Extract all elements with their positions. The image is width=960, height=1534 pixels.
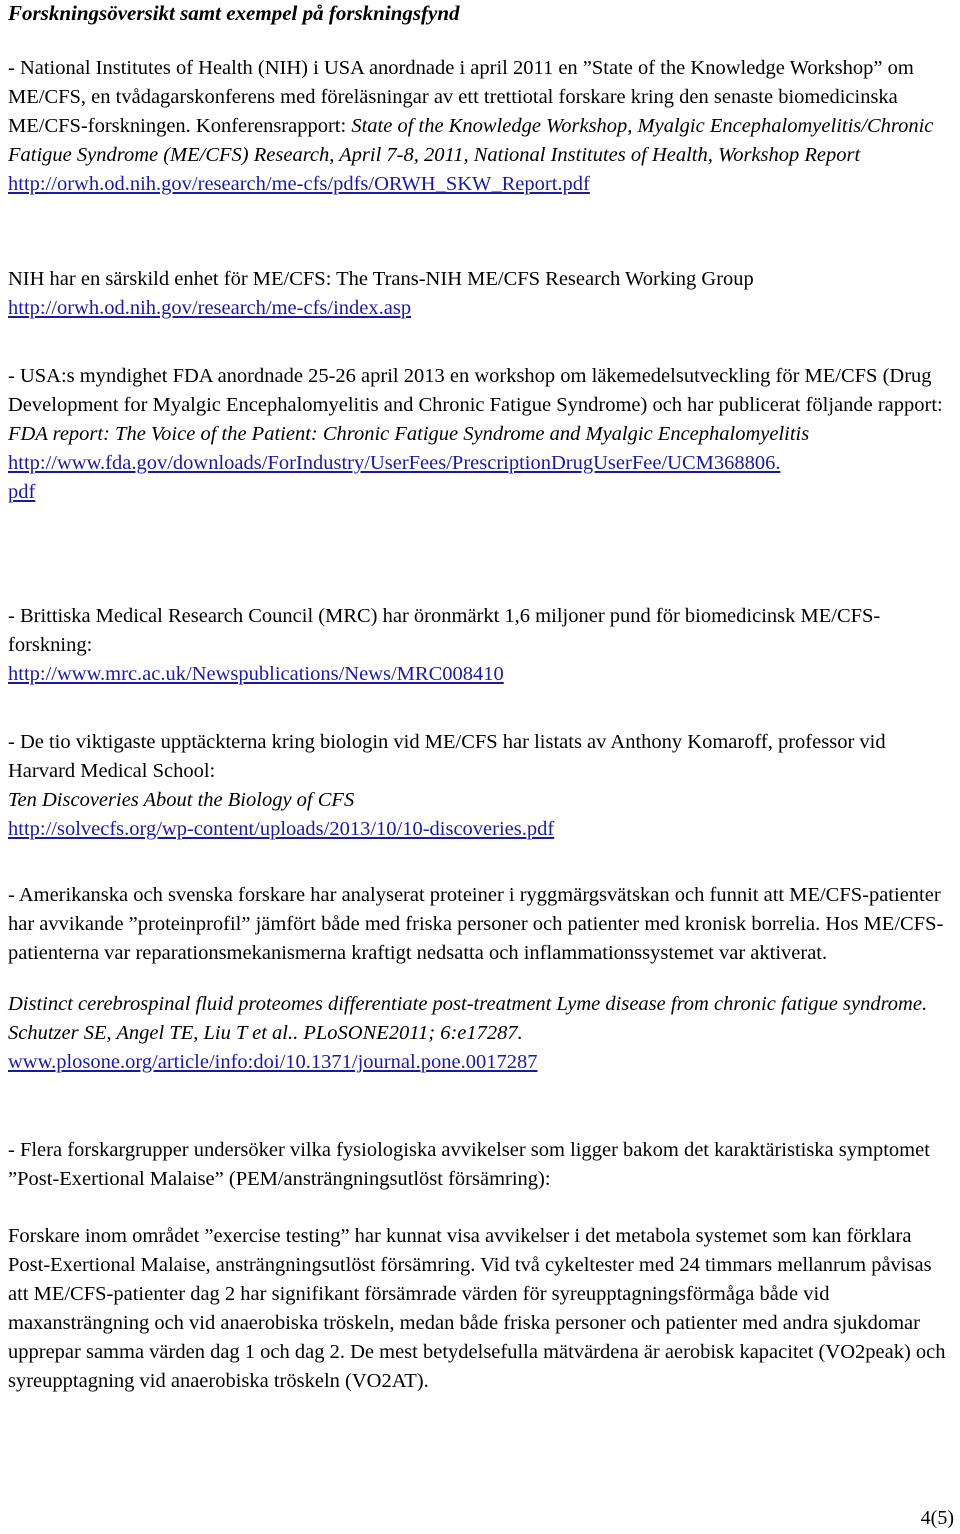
nih-workshop-intro: - National Institutes of Health (NIH) i USA anordnade i april 2011 en ”State of the Knowledge Workshop” om ME/CFS, en tvådagarskonferens med föreläsningar av ett trettiotal forskare kring den senaste biomedicinska ME/CFS-forskningen. Konferensrapport:: [8, 57, 914, 137]
nih-workshop-text: [8, 54, 956, 170]
mrc-section: [8, 602, 956, 689]
fda-report-link[interactable]: http://www.fda.gov/downloads/ForIndustry/UserFees/PrescriptionDrugUserFee/UCM368806.: [8, 452, 781, 474]
fda-report-link-continued[interactable]: pdf: [8, 481, 36, 503]
fda-text: - USA:s myndighet FDA anordnade 25-26 april 2013 en workshop om läkemedelsutveckling för ME/CFS (Drug Development for Myalgic Encephalomyelitis and Chronic Fatigue Syndrome) och har publicerat följande rapport:: [8, 365, 943, 416]
pem-text: - Flera forskargrupper undersöker vilka fysiologiska avvikelser som ligger bakom det karaktäristiska symptomet ”Post-Exertional Malaise” (PEM/ansträngningsutlöst försämring):: [8, 1139, 930, 1190]
proteins-link[interactable]: www.plosone.org/article/info:doi/10.1371/journal.pone.0017287: [8, 1051, 538, 1073]
page-title: Forskningsöversikt samt exempel på forskningsfynd: [8, 1, 460, 25]
exercise-section: [8, 1222, 956, 1396]
komaroff-section: [8, 728, 956, 844]
page-heading-block: [8, 0, 956, 26]
nih-workshop-report-link[interactable]: http://orwh.od.nih.gov/research/me-cfs/pdfs/ORWH_SKW_Report.pdf: [8, 173, 590, 195]
exercise-text: Forskare inom området ”exercise testing” har kunnat visa avvikelser i det metabola systemet som kan förklara Post-Exertional Malaise, ansträngningsutlöst försämring. Vid två cykeltester med 24 timmars mellanrum påvisas att ME/CFS-patienter dag 2 har signifikant försämrade värden för syreupptagningsförmåga både vid maxansträngning och vid anaerobiska tröskeln, medan både friska personer och patienter med andra sjukdomar upprepar samma värden dag 1 och dag 2. De mest betydelsefulla mätvärdena är aerobisk kapacitet (VO2peak) och syreupptagning vid anaerobiska tröskeln (VO2AT).: [8, 1225, 946, 1392]
proteins-text: - Amerikanska och svenska forskare har analyserat proteiner i ryggmärgsvätskan och funnit att ME/CFS-patienter har avvikande ”proteinprofil” jämfört både med friska personer och patienter med kronisk borrelia. Hos ME/CFS-patienterna var reparationsmekanismerna kraftigt nedsatta och inflammationssystemet var aktiverat.: [8, 884, 944, 964]
nih-workshop-report-title: State of the Knowledge Workshop, Myalgic Encephalomyelitis/Chronic Fatigue Syndrome (ME/CFS) Research, April 7-8, 2011, National Institutes of Health, Workshop Report: [8, 115, 934, 166]
mrc-text: - Brittiska Medical Research Council (MRC) har öronmärkt 1,6 miljoner pund för biomedicinsk ME/CFS-forskning:: [8, 605, 881, 656]
mrc-link[interactable]: http://www.mrc.ac.uk/Newspublications/News/MRC008410: [8, 663, 504, 685]
proteins-citation: Distinct cerebrospinal fluid proteomes differentiate post-treatment Lyme disease from chronic fatigue syndrome. Schutzer SE, Angel TE, Liu T et al.. PLoSONE2011; 6:e17287.: [8, 993, 928, 1044]
proteins-section: [8, 881, 956, 1077]
fda-report-title: FDA report: The Voice of the Patient: Chronic Fatigue Syndrome and Myalgic Encephalomyelitis: [8, 423, 810, 445]
komaroff-text: - De tio viktigaste upptäckterna kring biologin vid ME/CFS har listats av Anthony Komaroff, professor vid Harvard Medical School:: [8, 731, 886, 782]
page-number: 4(5): [920, 1507, 954, 1529]
komaroff-title: Ten Discoveries About the Biology of CFS: [8, 789, 355, 811]
nih-group-section: [8, 265, 956, 323]
pem-section: [8, 1136, 956, 1194]
komaroff-link[interactable]: http://solvecfs.org/wp-content/uploads/2013/10/10-discoveries.pdf: [8, 818, 555, 840]
nih-group-link[interactable]: http://orwh.od.nih.gov/research/me-cfs/index.asp: [8, 297, 412, 319]
fda-section: [8, 362, 956, 507]
nih-workshop-section: [8, 54, 956, 199]
nih-group-text: NIH har en särskild enhet för ME/CFS: The Trans-NIH ME/CFS Research Working Group: [8, 268, 754, 290]
